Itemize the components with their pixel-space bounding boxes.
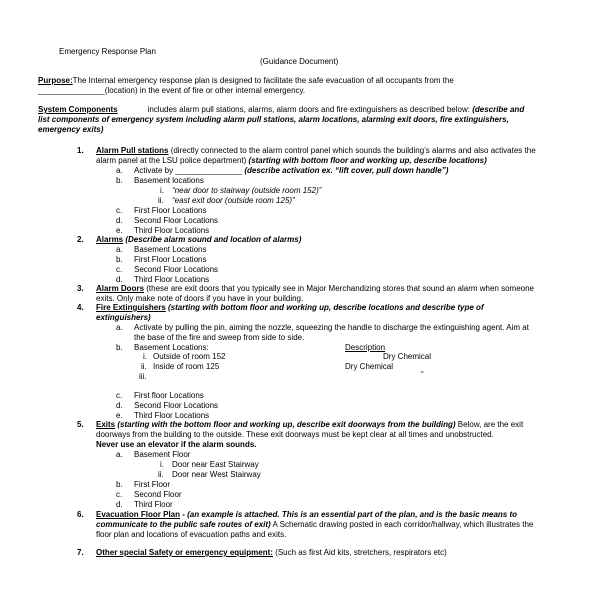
section-4-b-i-desc: Dry Chemical: [383, 352, 432, 361]
section-5-bold-3: Never use an elevator if the alarm sounds.: [96, 440, 257, 449]
section-5-b-label: b.: [116, 480, 123, 489]
section-2-bold: (Describe alarm sound and location of alarms): [123, 235, 302, 244]
section-4-e-label: e.: [116, 411, 123, 420]
system-line-1: [38, 105, 524, 115]
system-line-2: list components of emergency system including alarm pull stations, alarm locations, alarming exit doors, fire extinguishers,: [38, 115, 509, 124]
section-5-a-ii-label: ii.: [158, 470, 164, 479]
section-4-bold-2: extinguishers): [96, 313, 151, 322]
section-5-a-ii-text: Door near West Stairway: [172, 470, 261, 479]
section-4-a-text-2: the base of the fire and sweep from side to side.: [134, 333, 305, 342]
section-4-b-ii-label: ii.: [141, 362, 147, 371]
section-1-a-blank: _______________: [175, 166, 243, 175]
section-5-bold-1: (starting with the bottom floor and working up, describe exit doorways from the building): [115, 420, 456, 429]
section-5-d-label: d.: [116, 500, 123, 509]
section-1-a-label: a.: [116, 166, 123, 175]
section-1-a: [134, 166, 448, 176]
purpose-location-blank: _______________: [38, 86, 105, 95]
section-5-number: 5.: [77, 420, 84, 429]
section-1-e-label: e.: [116, 226, 123, 235]
section-3-number: 3.: [77, 284, 84, 293]
section-4-d-label: d.: [116, 401, 123, 410]
section-2-line-1: [96, 235, 301, 245]
purpose-line-1: [38, 76, 454, 86]
section-1-c-text: First Floor Locations: [134, 206, 207, 215]
document-subtitle: (Guidance Document): [260, 57, 339, 66]
section-1-b-i-label: i.: [160, 186, 164, 195]
section-2-a-text: Basement Locations: [134, 245, 207, 254]
system-bold-1: (describe and: [472, 105, 525, 114]
section-1-a-text: Activate by: [134, 166, 176, 175]
section-5-c-text: Second Floor: [134, 490, 182, 499]
section-4-line-1: [96, 303, 484, 313]
purpose-line-2: [38, 86, 305, 96]
section-1-a-bold: (describe activation ex. “lift cover, pull down handle”): [242, 166, 449, 175]
section-2-c-text: Second Floor Locations: [134, 265, 219, 274]
section-4-a-label: a.: [116, 323, 123, 332]
section-5-line-1: [96, 420, 523, 430]
section-3-line-1: [96, 284, 534, 294]
section-1-title: Alarm Pull stations: [96, 146, 169, 155]
section-4-d-text: Second Floor Locations: [134, 401, 219, 410]
section-4-bold-1: (starting with bottom floor and working up, describe locations and describe type of: [165, 303, 484, 312]
section-6-title: Evacuation Floor Plan: [96, 510, 181, 519]
section-1-b-ii-label: ii.: [158, 196, 164, 205]
section-4-b-text: Basement Locations:: [134, 343, 209, 352]
section-1-text-1: (directly connected to the alarm control panel which sounds the building’s alarms and also activates the: [168, 146, 536, 155]
section-5-a-i-text: Door near East Stairway: [172, 460, 259, 469]
purpose-label: Purpose:: [38, 76, 73, 85]
section-4-b-ii-text: Inside of room 125: [153, 362, 220, 371]
section-6-text-2: A Schematic drawing posted in each corridor/hallway, which illustrates the: [270, 520, 534, 529]
section-6-bold-1: - (an example is attached. This is an essential part of the plan, and is the basic means to: [180, 510, 517, 519]
section-1-c-label: c.: [116, 206, 123, 215]
section-2-number: 2.: [77, 235, 84, 244]
section-6-text-3: floor plan and locations of evacuation paths and exits.: [96, 530, 287, 539]
section-1-b-text: Basement locations: [134, 176, 204, 185]
section-5-a-text: Basement Floor: [134, 450, 191, 459]
section-4-b-iii-label: iii.: [139, 372, 147, 381]
section-7-line: [96, 548, 447, 558]
section-4-b-i-label: i.: [143, 352, 147, 361]
system-line-3: emergency exits): [38, 125, 104, 134]
section-6-bold-2: communicate to the public safe routes of exit): [96, 520, 271, 529]
document-title: Emergency Response Plan: [59, 47, 156, 56]
section-4-number: 4.: [77, 303, 84, 312]
section-4-e-text: Third Floor Locations: [134, 411, 210, 420]
section-4-a-text-1: Activate by pulling the pin, aiming the nozzle, squeezing the handle to discharge the extinguishing agent. Aim at: [134, 323, 529, 332]
section-2-b-label: b.: [116, 255, 123, 264]
section-5-title: Exits: [96, 420, 116, 429]
section-6-number: 6.: [77, 510, 84, 519]
section-4-c-label: c.: [116, 391, 123, 400]
section-4-b-label: b.: [116, 343, 123, 352]
section-4-b-i-text: Outside of room 152: [153, 352, 226, 361]
section-2-a-label: a.: [116, 245, 123, 254]
section-5-a-label: a.: [116, 450, 123, 459]
section-1-line-2: [96, 156, 487, 166]
section-1-line-1: [96, 146, 536, 156]
section-6-line-1: [96, 510, 517, 520]
section-5-text-1: Below, are the exit: [455, 420, 524, 429]
section-5-c-label: c.: [116, 490, 123, 499]
section-2-d-text: Third Floor Locations: [134, 275, 210, 284]
system-label: System Components: [38, 105, 118, 114]
section-6-line-2: [96, 520, 533, 530]
section-2-b-text: First Floor Locations: [134, 255, 207, 264]
section-4-b-iii-desc: “: [421, 370, 424, 379]
section-1-d-label: d.: [116, 216, 123, 225]
section-2-d-label: d.: [116, 275, 123, 284]
section-1-b-label: b.: [116, 176, 123, 185]
section-5-b-text: First Floor: [134, 480, 170, 489]
section-1-text-2: alarm panel at the LSU police department): [96, 156, 249, 165]
section-3-title: Alarm Doors: [96, 284, 145, 293]
section-2-title: Alarms: [96, 235, 124, 244]
section-1-d-text: Second Floor Locations: [134, 216, 219, 225]
section-7-title: Other special Safety or emergency equipment:: [96, 548, 273, 557]
section-1-b-i-text: “near door to stairway (outside room 152)”: [172, 186, 322, 195]
section-1-number: 1.: [77, 146, 84, 155]
section-3-text-1: (these are exit doors that you typically see in Major Merchandizing stores that sound an alarm when someone: [144, 284, 534, 293]
section-2-c-label: c.: [116, 265, 123, 274]
section-4-c-text: First floor Locations: [134, 391, 204, 400]
section-5-d-text: Third Floor: [134, 500, 173, 509]
purpose-text-2: (location) in the event of fire or other internal emergency.: [104, 86, 306, 95]
section-7-text: (Such as first Aid kits, stretchers, respirators etc): [272, 548, 447, 557]
section-1-e-text: Third Floor Locations: [134, 226, 210, 235]
section-3-text-2: exits. Only make note of doors if you have in your building.: [96, 294, 304, 303]
section-5-a-i-label: i.: [160, 460, 164, 469]
section-4-title: Fire Extinguishers: [96, 303, 166, 312]
purpose-text-1: The Internal emergency response plan is designed to facilitate the safe evacuation of all occupants from the: [72, 76, 454, 85]
section-5-text-2: doorways from the building to the outside. These exit doorways must be kept clear at all times and unobstructed.: [96, 430, 494, 439]
section-4-b-ii-desc: Dry Chemical: [345, 362, 394, 371]
section-1-bold-2: (starting with bottom floor and working up, describe locations): [248, 156, 487, 165]
section-1-b-ii-text: “east exit door (outside room 125)”: [172, 196, 295, 205]
description-header: Description: [345, 343, 386, 352]
system-text-1: includes alarm pull stations, alarms, alarm doors and fire extinguishers as described below:: [147, 105, 473, 114]
section-7-number: 7.: [77, 548, 84, 557]
